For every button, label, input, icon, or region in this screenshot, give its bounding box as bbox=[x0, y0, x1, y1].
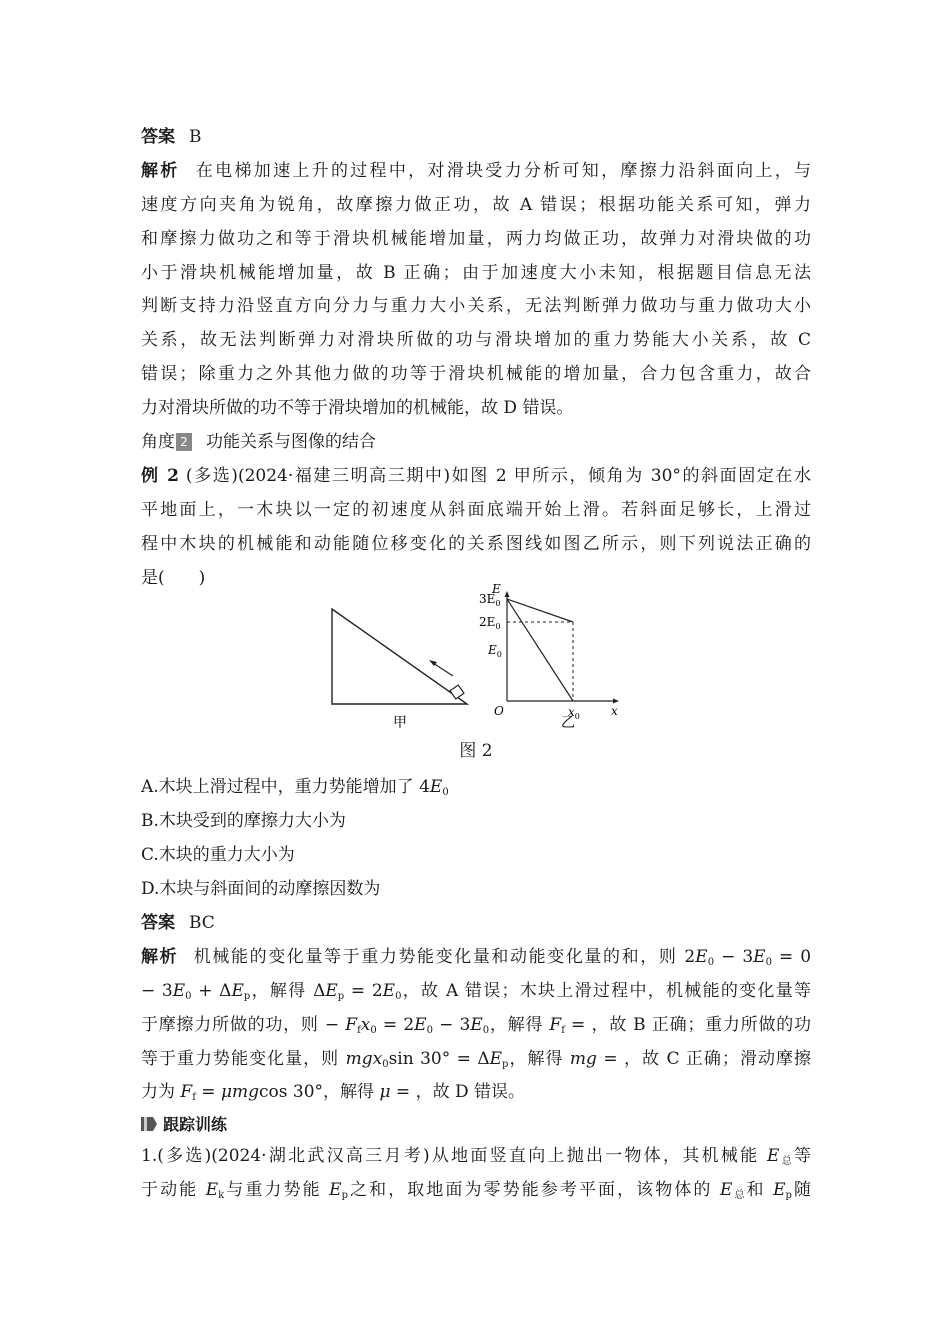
analysis-2-line: 力为 $F_f = \mu mgcos$ 30°，解得 μ = ，故 D 错误。 bbox=[141, 1082, 526, 1104]
section-heading bbox=[141, 1110, 811, 1140]
angle-number-badge: 2 bbox=[176, 433, 192, 451]
example-line: 是( ) bbox=[141, 567, 206, 588]
analysis-1-line: 判断支持力沿竖直方向分力与重力大小关系，无法判断弹力做功与重力做功大小 bbox=[141, 296, 811, 317]
analysis-1-line: 和摩擦力做功之和等于滑块机械能增加量，两力均做正功，故弹力对滑块做的功 bbox=[141, 228, 811, 249]
mechanical-energy-line bbox=[507, 599, 573, 622]
analysis-1-line: 小于滑块机械能增加量，故 B 正确；由于加速度大小未知，根据题目信息无法 bbox=[141, 262, 811, 283]
analysis-2-line: 解析 机械能的变化量等于重力势能变化量和动能变化量的和，则 $2E_0 - 3E_0 = 0$ bbox=[141, 946, 812, 968]
analysis-1-line: 力对滑块所做的功不等于滑块增加的机械能，故 D 错误。 bbox=[141, 398, 574, 419]
answer-2 bbox=[141, 907, 811, 941]
label-yi: 乙 bbox=[561, 715, 575, 732]
tick-3e0: $3E_0$ bbox=[479, 592, 501, 609]
figure-caption: 图 2 bbox=[459, 741, 493, 762]
analysis-1-line: 速度方向夹角为锐角，故摩擦力做正功，故 A 错误；根据功能关系可知，弹力 bbox=[141, 194, 811, 215]
angle-heading: 角度 2 功能关系与图像的结合 bbox=[141, 432, 376, 453]
answer-value: BC bbox=[189, 913, 215, 934]
velocity-arrow bbox=[433, 663, 453, 676]
option-b: B.木块受到的摩擦力大小为 bbox=[141, 811, 346, 832]
example-line: 例 2 (多选)(2024·福建三明高三期中)如图 2 甲所示，倾角为 30°的斜面固定在水 bbox=[141, 465, 812, 486]
kinetic-energy-line bbox=[507, 599, 573, 701]
axis-label-e: E bbox=[492, 582, 501, 597]
tick-2e0: $2E_0$ bbox=[479, 615, 501, 632]
question-1-line: 1.(多选)(2024·湖北武汉高三月考)从地面竖直向上抛出一物体，其机械能 $E_总$等 bbox=[141, 1146, 811, 1168]
analysis-label: 解析 bbox=[141, 160, 180, 181]
analysis-2-line: − $3E_0 + \Delta E_p$，解得 $\Delta E_p = 2E_0$，故 A 错误；木块上滑过程中，机械能的变化量等 bbox=[141, 980, 811, 1002]
answer-value: B bbox=[189, 127, 202, 147]
label-jia: 甲 bbox=[393, 715, 407, 732]
section-title: 跟踪训练 bbox=[163, 1115, 228, 1135]
option-a: A.木块上滑过程中，重力势能增加了 $4E_0$ bbox=[141, 777, 449, 799]
option-c: C.木块的重力大小为 bbox=[141, 845, 295, 866]
x-axis-arrow bbox=[613, 699, 619, 704]
example-label: 例 2 bbox=[141, 465, 179, 486]
analysis-1-line: 关系，故无法判断弹力对滑块所做的功与滑块增加的重力势能大小关系，故 C bbox=[141, 330, 811, 351]
analysis-1-line: 解析 在电梯加速上升的过程中，对滑块受力分析可知，摩擦力沿斜面向上，与 bbox=[141, 160, 812, 181]
document-page bbox=[141, 121, 811, 1208]
axis-label-x: x bbox=[611, 704, 618, 719]
tick-x0: $x_0$ bbox=[568, 705, 580, 722]
answer-label: 答案 bbox=[141, 913, 175, 934]
angle-title: 功能关系与图像的结合 bbox=[206, 432, 376, 453]
figure-svg bbox=[141, 582, 811, 732]
answer-label: 答案 bbox=[141, 127, 175, 147]
question-1-line: 于动能 $E_k$与重力势能 $E_p$之和，取地面为零势能参考平面，该物体的 $E_总$和 $E_p$随 bbox=[141, 1180, 812, 1202]
analysis-label: 解析 bbox=[141, 946, 179, 967]
origin-label: O bbox=[494, 704, 504, 719]
option-d: D.木块与斜面间的动摩擦因数为 bbox=[141, 879, 381, 900]
tick-e0: $E_0$ bbox=[488, 643, 502, 660]
figure-2 bbox=[141, 582, 811, 732]
analysis-2-line: 于摩擦力所做的功，则 − $F_fx_0 = 2E_0 - 3E_0$，解得 $F_f$ = ，故 B 正确；重力所做的功 bbox=[141, 1014, 811, 1036]
block bbox=[450, 686, 464, 700]
section-bar-icon bbox=[141, 1117, 159, 1131]
analysis-1-line: 错误；除重力之外其他力做的功等于滑块机械能的增加量，合力包含重力，故合 bbox=[141, 364, 811, 385]
example-line: 程中木块的机械能和动能随位移变化的关系图线如图乙所示，则下列说法正确的 bbox=[141, 533, 811, 554]
incline-triangle bbox=[332, 609, 467, 704]
answer-1 bbox=[141, 121, 811, 155]
example-line: 平地面上，一木块以一定的初速度从斜面底端开始上滑。若斜面足够长，上滑过 bbox=[141, 499, 811, 520]
analysis-2-line: 等于重力势能变化量，则 mgx$_0$sin $30^\circ = \Delta E_p$，解得 mg = ，故 C 正确；滑动摩擦 bbox=[141, 1048, 811, 1070]
